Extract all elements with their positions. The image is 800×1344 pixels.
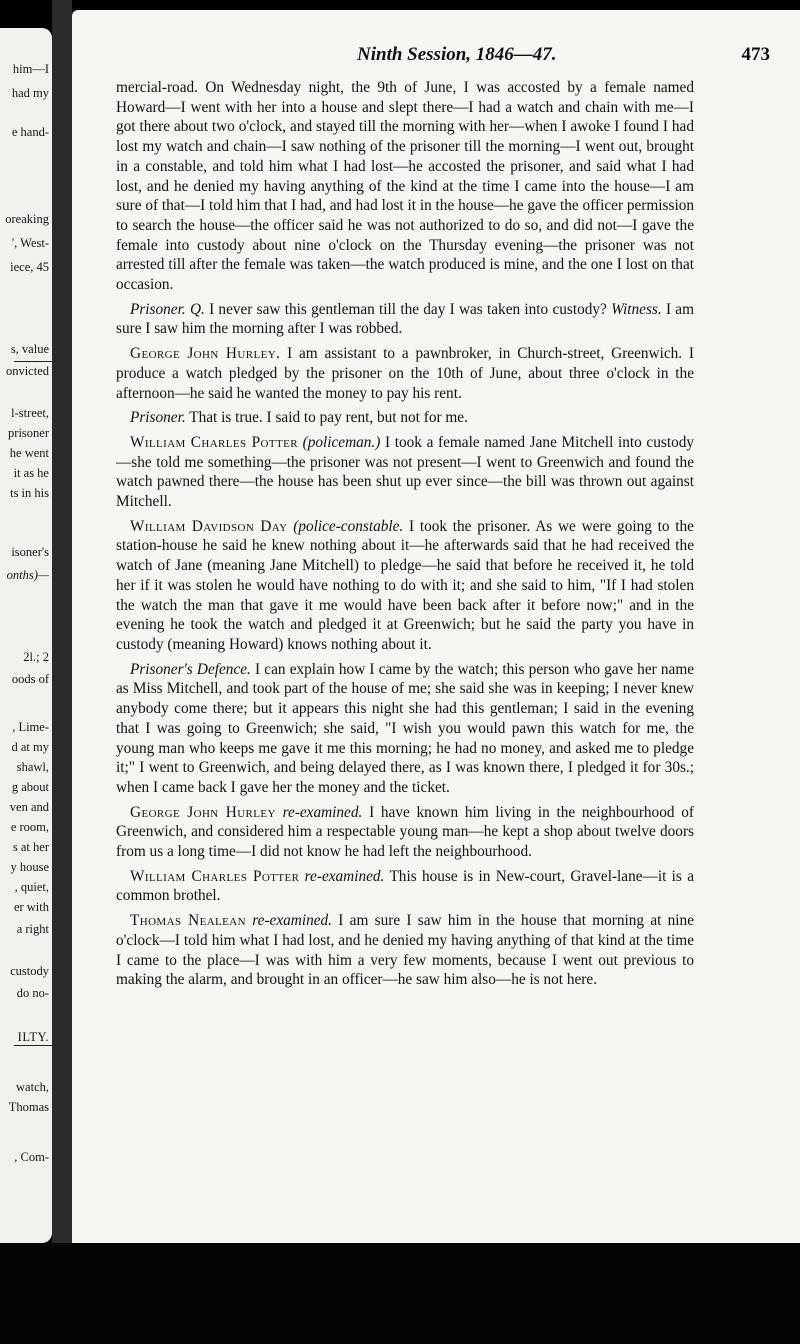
- margin-fragment: er with: [13, 900, 49, 914]
- testimony-paragraph: [116, 867, 694, 906]
- margin-fragment: oods of: [11, 672, 49, 686]
- margin-fragment: shawl,: [16, 760, 49, 774]
- margin-fragment: , Lime-: [12, 720, 49, 734]
- testimony-text: I took the prisoner. As we were going to the station-house he said he knew nothing about it—he afterwards said that he had received the watch of Jane (meaning Jane Mitchell) to pledge—he said that before he received it, he told her if it was stolen he would have nothing to do with it; and she said to him, "If I had stolen the watch the man that gave it me would have been back after it before now;" and in the evening he took the watch and pledged it at Greenwich; but he said the party you have in custody (meaning Howard) knows nothing about it.: [116, 517, 694, 653]
- speaker-label: Prisoner.: [130, 300, 186, 318]
- margin-fragment: y house: [10, 860, 49, 874]
- page-number: 473: [741, 44, 770, 65]
- margin-fragment: 2l.; 2: [23, 650, 49, 664]
- testimony-paragraph: [116, 78, 694, 295]
- margin-fragment: ', West-: [11, 236, 49, 250]
- testimony-text: I am assistant to a pawnbroker, in Church-street, Greenwich. I produce a watch pledged by the prisoner on the 10th of June, about three o'clock in the afternoon—he said he wanted the money to pay his rent.: [116, 345, 694, 402]
- margin-fragment: had my: [11, 86, 49, 100]
- margin-fragment: , Com-: [14, 1150, 49, 1164]
- statement-text: That is true. I said to pay rent, but not for me.: [189, 409, 468, 427]
- defence-heading: Prisoner's Defence.: [130, 660, 251, 678]
- witness-name: Thomas Nealean: [130, 912, 246, 930]
- margin-fragment: he went: [9, 446, 49, 460]
- margin-rule: [14, 1045, 52, 1046]
- margin-fragment: e room,: [10, 820, 49, 834]
- witness-role: (policeman.): [302, 433, 381, 451]
- margin-fragment: it as he: [13, 466, 49, 480]
- testimony-text: I have known him living in the neighbourhood of Greenwich, and considered him a respectable young man—he kept a shop about twelve doors from us a long time—I did not know he had left the neighbourhood.: [116, 803, 694, 861]
- margin-fragment: a right: [16, 922, 49, 936]
- margin-fragment: oreaking: [5, 212, 49, 226]
- witness-role: re-examined.: [252, 912, 332, 930]
- prisoner-statement: [116, 408, 694, 428]
- margin-fragment: ven and: [9, 800, 49, 814]
- margin-rule: [14, 361, 52, 362]
- margin-fragment: ts in his: [10, 486, 49, 500]
- book-page: [72, 10, 800, 1243]
- margin-fragment: s at her: [12, 840, 49, 854]
- running-title: Ninth Session, 1846—47.: [357, 44, 557, 65]
- testimony-text: mercial-road. On Wednesday night, the 9th of June, I was accosted by a female named Howard—I went with her into a house and slept there—I had a watch and chain with me—I got there about two o'clock, and stayed till the morning with her—when I awoke I found I had lost my watch and chain—I saw nothing of the prisoner till the morning—I went out, brought in a constable, and told him what I had lost—he accosted the prisoner, and said what I had lost, and he denied my having anything of the kind at the time I came into the house—I am sure of that—I told him that I had, and had lost it in the house—he gave the officer permission to search the house—the officer said he was not authorized to do so, and did not—I gave the female into custody about nine o'clock on the Thursday evening—the prisoner was not arrested till after the female was taken—the watch produced is mine, and the one I lost on that occasion.: [116, 79, 694, 294]
- margin-fragment: ILTY.: [17, 1030, 49, 1044]
- defence-paragraph: [116, 660, 694, 798]
- testimony-text: I took a female named Jane Mitchell into custody—she told me something—the prisoner was not present—I went to Greenwich and found the watch pawned there—the house has been shut up ever since—the bill was thrown out against Mitchell.: [116, 433, 695, 511]
- margin-fragment: onths)—: [6, 568, 49, 582]
- margin-fragment: custody: [10, 964, 49, 978]
- testimony-paragraph: [116, 911, 694, 990]
- testimony-paragraph: [116, 517, 694, 655]
- question-text: I never saw this gentleman till the day I was taken into custody?: [209, 300, 607, 318]
- witness-name: George John Hurley: [130, 803, 276, 821]
- answer-text: I am sure I saw him the morning after I was robbed.: [116, 300, 694, 338]
- witness-role: (police-constable.: [293, 517, 404, 535]
- testimony-paragraph: [116, 344, 694, 403]
- margin-fragment: prisoner: [8, 426, 49, 440]
- witness-name: William Charles Potter: [130, 433, 298, 451]
- margin-fragment: him—I: [12, 62, 49, 76]
- margin-fragment: watch,: [16, 1080, 49, 1094]
- question-label: Q.: [189, 300, 205, 318]
- witness-role: re-examined.: [282, 803, 363, 821]
- margin-fragment: e hand-: [11, 125, 49, 139]
- margin-fragment: d at my: [11, 740, 49, 754]
- margin-fragment: do no-: [16, 986, 49, 1000]
- witness-label: Witness.: [611, 300, 662, 318]
- facing-page-edge: [0, 28, 52, 1243]
- testimony-paragraph: [116, 803, 694, 862]
- defence-text: I can explain how I came by the watch; this person who gave her name as Miss Mitchell, and took part of the house of me; she said she was in keeping; I never knew anybody come there; but it appears this night she had this gentleman; I said in the evening that I was going to Greenwich; she said, "I wish you would pawn this watch for me, the young man who keeps me gave it me this morning; he had no money, and asked me to pledge it;" I went to Greenwich, and being delayed there, as I was known there, I pledged it for 30s.; when I came back I gave her the money and the ticket.: [116, 660, 695, 796]
- margin-fragment: onvicted: [5, 364, 49, 378]
- margin-fragment: l-street,: [11, 406, 49, 420]
- margin-fragment: g about: [11, 780, 49, 794]
- speaker-label: Prisoner.: [130, 409, 186, 427]
- page-text: [116, 78, 694, 990]
- cross-examination-paragraph: [116, 300, 694, 339]
- testimony-paragraph: [116, 433, 694, 512]
- witness-name: William Davidson Day: [130, 517, 288, 535]
- margin-fragment: s, value: [10, 342, 49, 356]
- margin-fragment: , quiet,: [14, 880, 49, 894]
- witness-name: George John Hurley.: [130, 345, 281, 363]
- testimony-text: This house is in New-court, Gravel-lane—it is a common brothel.: [116, 867, 694, 905]
- margin-fragment: iece, 45: [10, 260, 49, 274]
- margin-fragment: Thomas: [8, 1100, 49, 1114]
- scan-border: [0, 1243, 800, 1344]
- witness-name: William Charles Potter: [130, 867, 300, 885]
- testimony-text: I am sure I saw him in the house that morning at nine o'clock—I told him what I had lost, and he denied my having anything of that kind at the time I came to the place—I was with him a very few moments, because I went out previous to making the alarm, and brought in an officer—he saw him also—he is not here.: [116, 912, 694, 989]
- witness-role: re-examined.: [304, 867, 385, 885]
- book-gutter: [52, 0, 72, 1344]
- margin-fragment: isoner's: [11, 545, 49, 559]
